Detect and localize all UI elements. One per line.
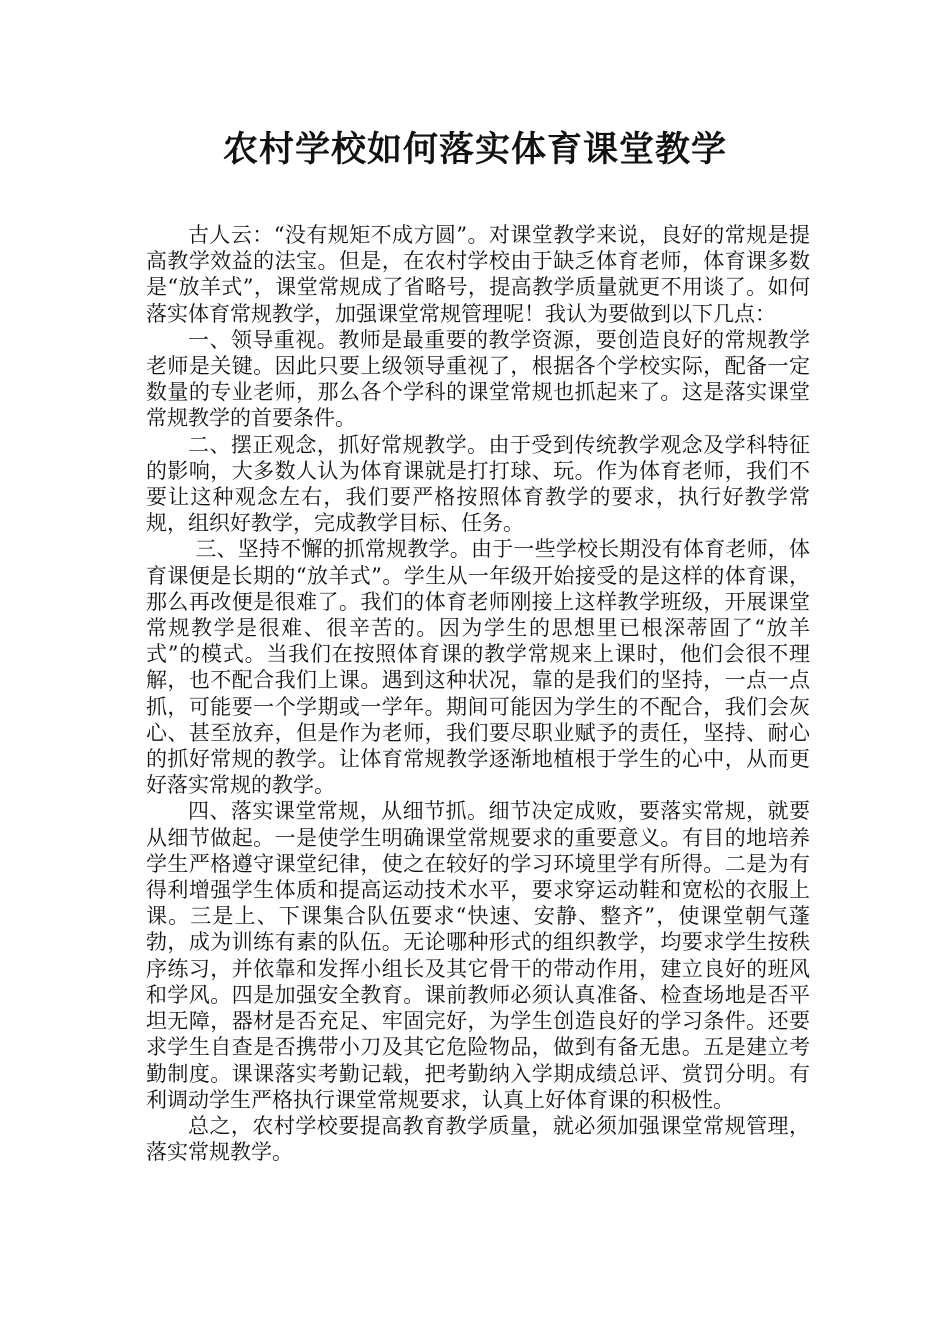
paragraph-point-3: 三、坚持不懈的抓常规教学。由于一些学校长期没有体育老师，体育课便是长期的“放羊式”。学生从一年级开始接受的是这样的体育课，那么再改便是很难了。我们的体育老师刚接上这样教学班级，开展课堂常规教学是很难、很辛苦的。因为学生的思想里已根深蒂固了“放羊式”的模式。当我们在按照体育课的教学常规来上课时，他们会很不理解，也不配合我们上课。遇到这种状况，靠的是我们的坚持，一点一点抓，可能要一个学期或一学年。期间可能因为学生的不配合，我们会灰心、甚至放弃，但是作为老师，我们要尽职业赋予的责任，坚持、耐心的抓好常规的教学。让体育常规教学逐渐地植根于学生的心中，从而更好落实常规的教学。: [146, 537, 810, 798]
paragraph-point-4: 四、落实课堂常规，从细节抓。细节决定成败，要落实常规，就要从细节做起。一是使学生明确课堂常规要求的重要意义。有目的地培养学生严格遵守课堂纪律，使之在较好的学习环境里学有所得。二是为有得利增强学生体质和提高运动技术水平，要求穿运动鞋和宽松的衣服上课。三是上、下课集合队伍要求“快速、安静、整齐”，使课堂朝气蓬勃，成为训练有素的队伍。无论哪种形式的组织教学，均要求学生按秩序练习，并依靠和发挥小组长及其它骨干的带动作用，建立良好的班风和学风。四是加强安全教育。课前教师必须认真准备、检查场地是否平坦无障，器材是否充足、牢固完好，为学生创造良好的学习条件。还要求学生自查是否携带小刀及其它危险物品，做到有备无患。五是建立考勤制度。课课落实考勤记载，把考勤纳入学期成绩总评、赏罚分明。有利调动学生严格执行课堂常规要求，认真上好体育课的积极性。: [146, 799, 810, 1112]
paragraph-point-1: 一、领导重视。教师是最重要的教学资源，要创造良好的常规教学老师是关键。因此只要上级领导重视了，根据各个学校实际，配备一定数量的专业老师，那么各个学科的课堂常规也抓起来了。这是落实课堂常规教学的首要条件。: [146, 327, 810, 431]
document-body: [146, 222, 810, 1165]
paragraph-conclusion: 总之，农村学校要提高教育教学质量，就必须加强课堂常规管理，落实常规教学。: [146, 1113, 810, 1165]
document-title: 农村学校如何落实体育课堂教学: [222, 129, 727, 170]
paragraph-point-2: 二、摆正观念，抓好常规教学。由于受到传统教学观念及学科特征的影响，大多数人认为体育课就是打打球、玩。作为体育老师，我们不要让这种观念左右，我们要严格按照体育教学的要求，执行好教学常规，组织好教学，完成教学目标、任务。: [146, 432, 810, 536]
paragraph-intro: 古人云：“没有规矩不成方圆”。对课堂教学来说，良好的常规是提高教学效益的法宝。但是，在农村学校由于缺乏体育老师，体育课多数是“放羊式”，课堂常规成了省略号，提高教学质量就更不用谈了。如何落实体育常规教学，加强课堂常规管理呢！我认为要做到以下几点：: [146, 223, 810, 326]
